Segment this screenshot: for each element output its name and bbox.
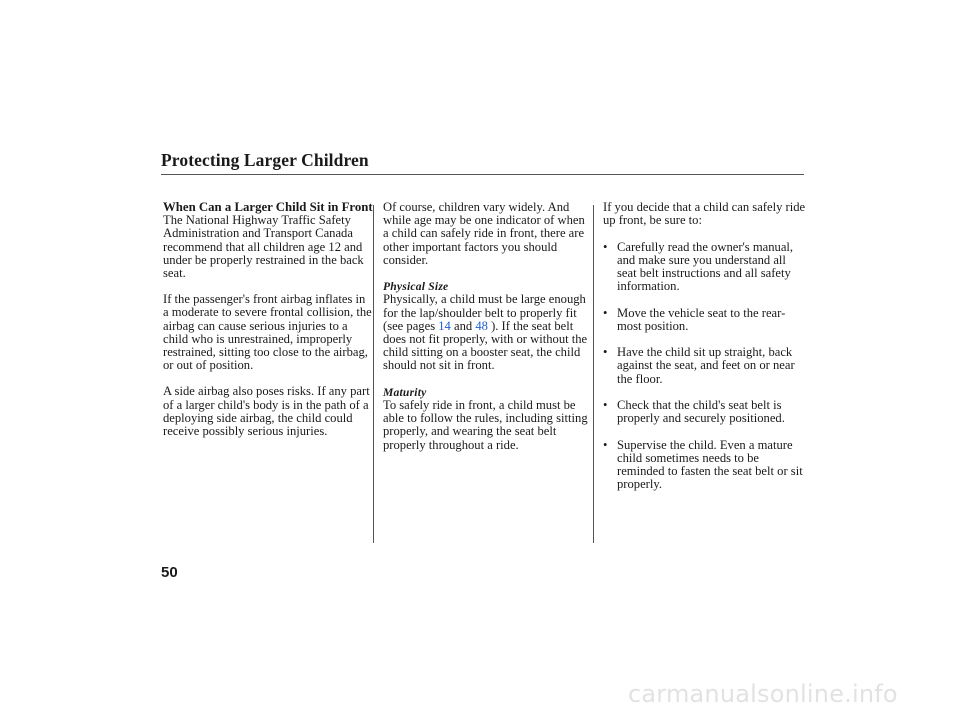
list-item-text: Carefully read the owner's manual, and make sure you understand all seat belt instructions and all safety information.: [617, 239, 794, 294]
middle-column: [383, 201, 593, 452]
maturity-paragraph: To safely ride in front, a child must be able to follow the rules, including sitting properly, and wearing the seat belt properly throughout a ride.: [383, 398, 588, 452]
watermark: carmanualsonline.info: [628, 680, 898, 708]
column-divider-1: [373, 205, 374, 543]
list-item-text: Supervise the child. Even a mature child sometimes needs to be reminded to fasten the seat belt or sit properly.: [617, 437, 803, 492]
list-item-text: Have the child sit up straight, back against the seat, and feet on or near the floor.: [617, 345, 795, 386]
list-item: [603, 307, 808, 333]
paragraph: Of course, children vary widely. And while age may be one indicator of when a child can safely ride in front, there are other important factors you should consider.: [383, 200, 585, 267]
page-title: Protecting Larger Children: [161, 150, 369, 170]
paragraph-text: ). If the seat belt does not fit properly, with or without the child sitting on a booster seat, the child should not sit in front.: [383, 318, 588, 373]
bullet-icon: •: [603, 345, 608, 360]
bullet-icon: •: [603, 305, 608, 320]
list-item: [603, 346, 808, 386]
bullet-icon: •: [603, 239, 608, 254]
physical-size-paragraph: [383, 293, 593, 372]
paragraph-text: and: [450, 318, 476, 333]
list-item: [603, 241, 808, 294]
bullet-icon: •: [603, 437, 608, 452]
physical-size-heading: Physical Size: [383, 280, 449, 294]
page-link-14[interactable]: 14: [438, 318, 451, 333]
column-divider-2: [593, 205, 594, 543]
paragraph: If the passenger's front airbag inflates in a moderate to severe frontal collision, the airbag can cause serious injuries to a child who is unrestrained, improperly restrained, sitting too close to the airbag, or out of position.: [163, 292, 372, 373]
paragraph: A side airbag also poses risks. If any part of a larger child's body is in the path of a deploying side airbag, the child could receive possibly serious injuries.: [163, 384, 370, 439]
left-column: [163, 201, 373, 438]
paragraph: If you decide that a child can safely ride up front, be sure to:: [603, 200, 806, 228]
list-item-text: Move the vehicle seat to the rear-most position.: [617, 305, 786, 333]
title-rule: [161, 174, 804, 175]
list-item: [603, 439, 808, 492]
checklist: [603, 241, 808, 492]
paragraph: The National Highway Traffic Safety Administration and Transport Canada recommend that all children age 12 and under be properly restrained in the back seat.: [163, 213, 364, 281]
page-number: 50: [161, 564, 178, 581]
maturity-heading: Maturity: [383, 385, 427, 399]
bullet-icon: •: [603, 397, 608, 412]
section-heading: When Can a Larger Child Sit in Front: [163, 200, 373, 214]
list-item-text: Check that the child's seat belt is properly and securely positioned.: [617, 397, 785, 426]
right-column: [603, 201, 808, 505]
page-link-48[interactable]: 48: [475, 318, 488, 333]
paragraph-text: Physically, a child must be large enough for the lap/shoulder belt to properly fit (see pages: [383, 292, 586, 333]
list-item: [603, 399, 808, 425]
